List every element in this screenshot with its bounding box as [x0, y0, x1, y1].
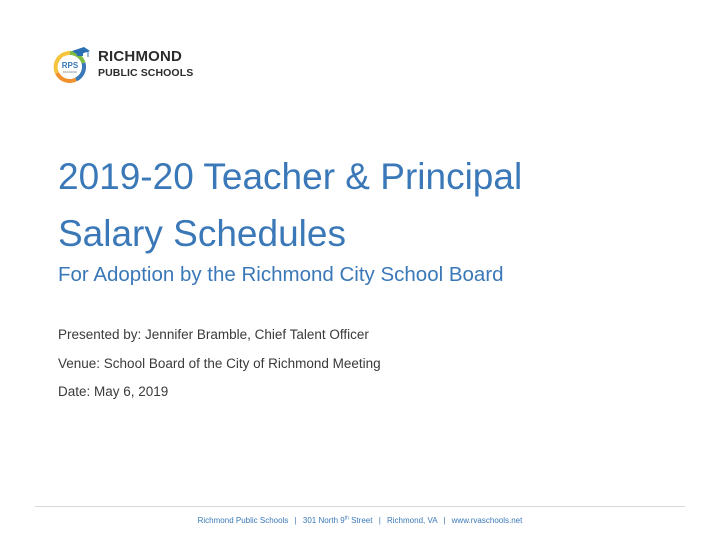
presenter-line: Presented by: Jennifer Bramble, Chief Talent Officer	[58, 327, 369, 342]
slide-subtitle: For Adoption by the Richmond City School Board	[58, 263, 504, 286]
footer-separator: |	[294, 516, 297, 525]
rps-logo-icon	[50, 47, 90, 87]
footer-separator: |	[443, 516, 446, 525]
presentation-details	[58, 321, 381, 407]
footer-city: Richmond, VA	[387, 516, 438, 525]
footer-address-suffix: Street	[348, 516, 373, 525]
footer-website-link[interactable]: www.rvaschools.net	[451, 516, 523, 525]
logo-badge-text: RPS	[61, 61, 79, 70]
logo-name: RICHMOND	[98, 48, 183, 65]
venue-line: Venue: School Board of the City of Richmond Meeting	[58, 355, 381, 371]
slide-title	[58, 148, 678, 262]
logo-subtitle: PUBLIC SCHOOLS	[98, 67, 194, 79]
logo-wordmark	[98, 49, 193, 79]
footer-org: Richmond Public Schools	[197, 516, 289, 525]
footer-separator: |	[378, 516, 381, 525]
rps-logo	[50, 47, 210, 87]
footer	[0, 515, 720, 527]
slide-title-line-2: Salary Schedules	[58, 213, 346, 254]
footer-address-sup: th	[344, 515, 349, 522]
slide-title-line-1: 2019-20 Teacher & Principal	[58, 156, 523, 197]
footer-divider	[35, 506, 685, 507]
footer-address-prefix: 301 North 9	[302, 516, 345, 525]
footer-address	[303, 516, 373, 525]
date-line: Date: May 6, 2019	[58, 384, 169, 399]
logo-badge-small-text: RICHMOND	[62, 71, 78, 74]
